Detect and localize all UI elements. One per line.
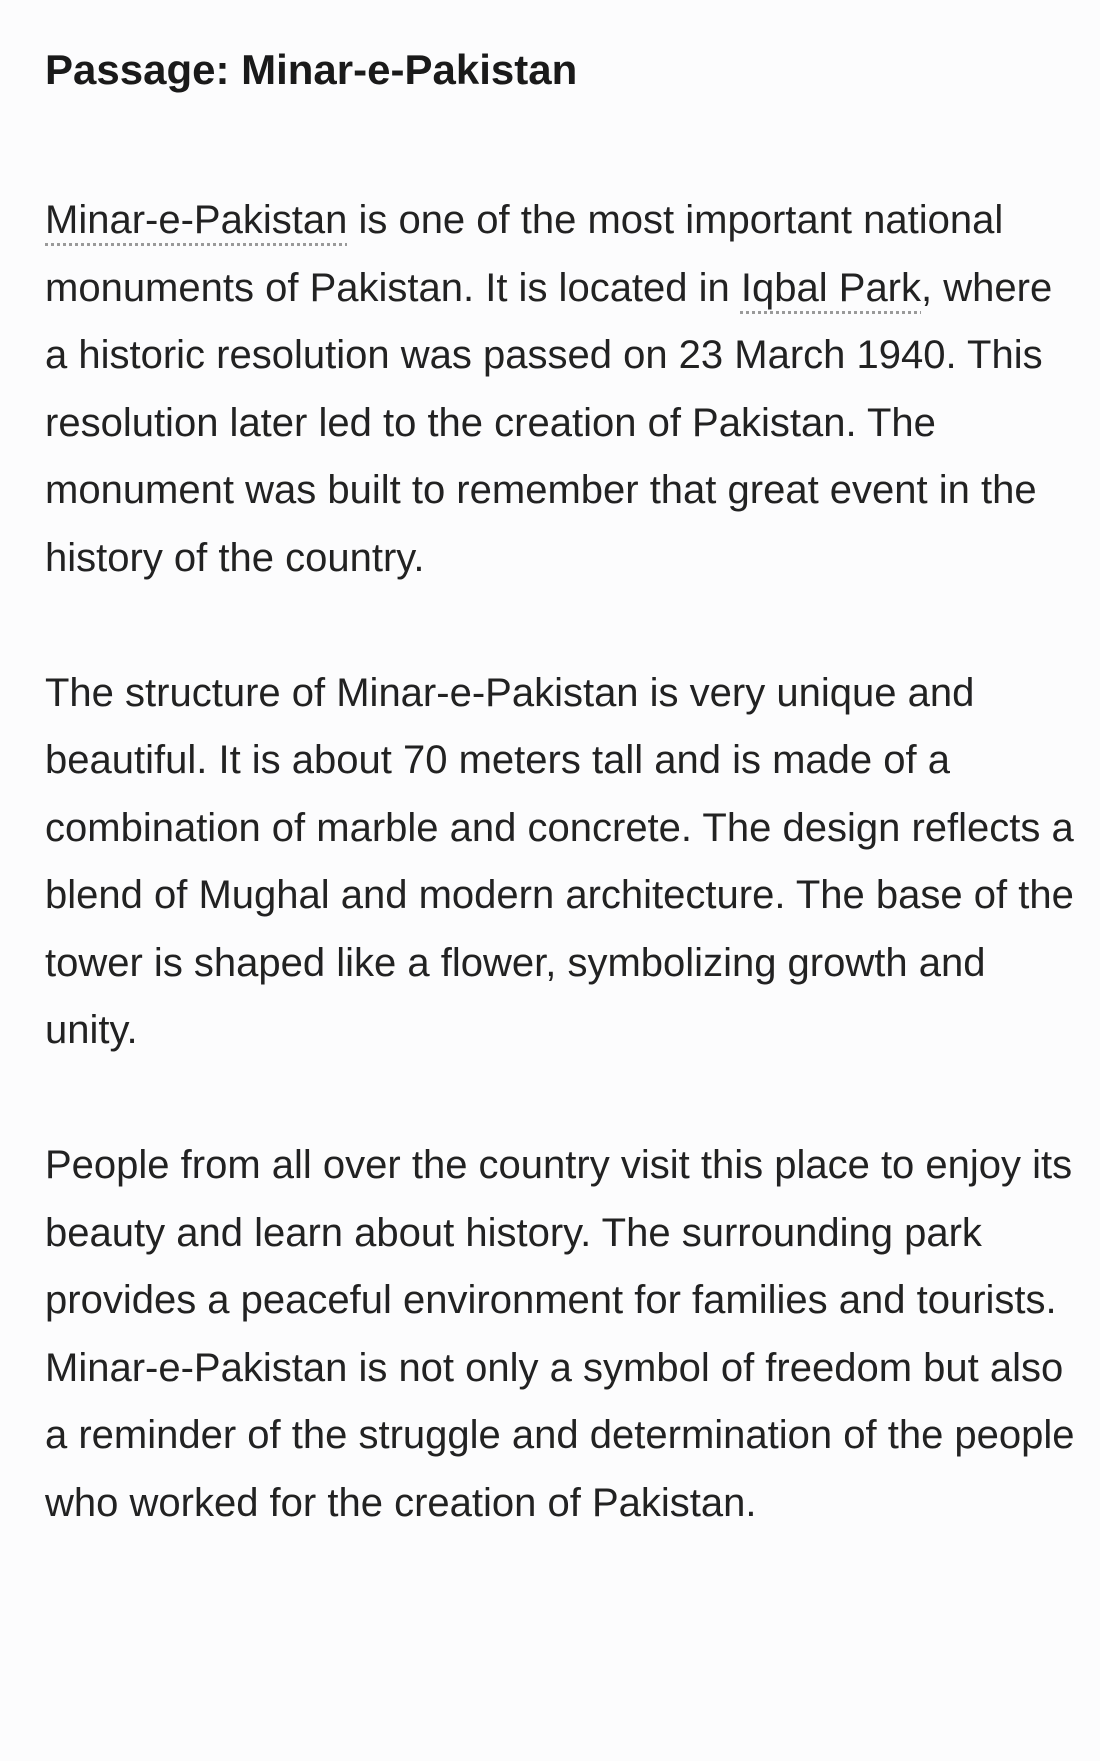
paragraph-1-text-a: is one of the most important national monuments of Pakistan. It is located in <box>45 198 1004 310</box>
paragraph-2: The structure of Minar-e-Pakistan is very unique and beautiful. It is about 70 meters tall and is made of a combination of marble and concrete. The design reflects a blend of Mughal and modern architecture. The base of the tower is shaped like a flower, symbolizing growth and unity. <box>45 670 1074 1052</box>
term-minar-e-pakistan[interactable]: Minar-e-Pakistan <box>45 198 348 242</box>
paragraph-3: People from all over the country visit this place to enjoy its beauty and learn about history. The surrounding park provides a peaceful environment for families and tourists. Minar-e-Pakistan is not only a symbol of freedom but also a reminder of the struggle and determination of the people who worked for the creation of Pakistan. <box>45 1143 1075 1525</box>
passage-title: Passage: Minar-e-Pakistan <box>45 46 578 93</box>
term-iqbal-park[interactable]: Iqbal Park <box>740 265 922 310</box>
paragraph-1 <box>45 187 1075 592</box>
paragraph-1-text-b: , where a historic resolution was passed on 23 March 1940. This resolution later led to the creation of Pakistan. The monument was built to remember that great event in the history of the country. <box>45 265 1053 580</box>
